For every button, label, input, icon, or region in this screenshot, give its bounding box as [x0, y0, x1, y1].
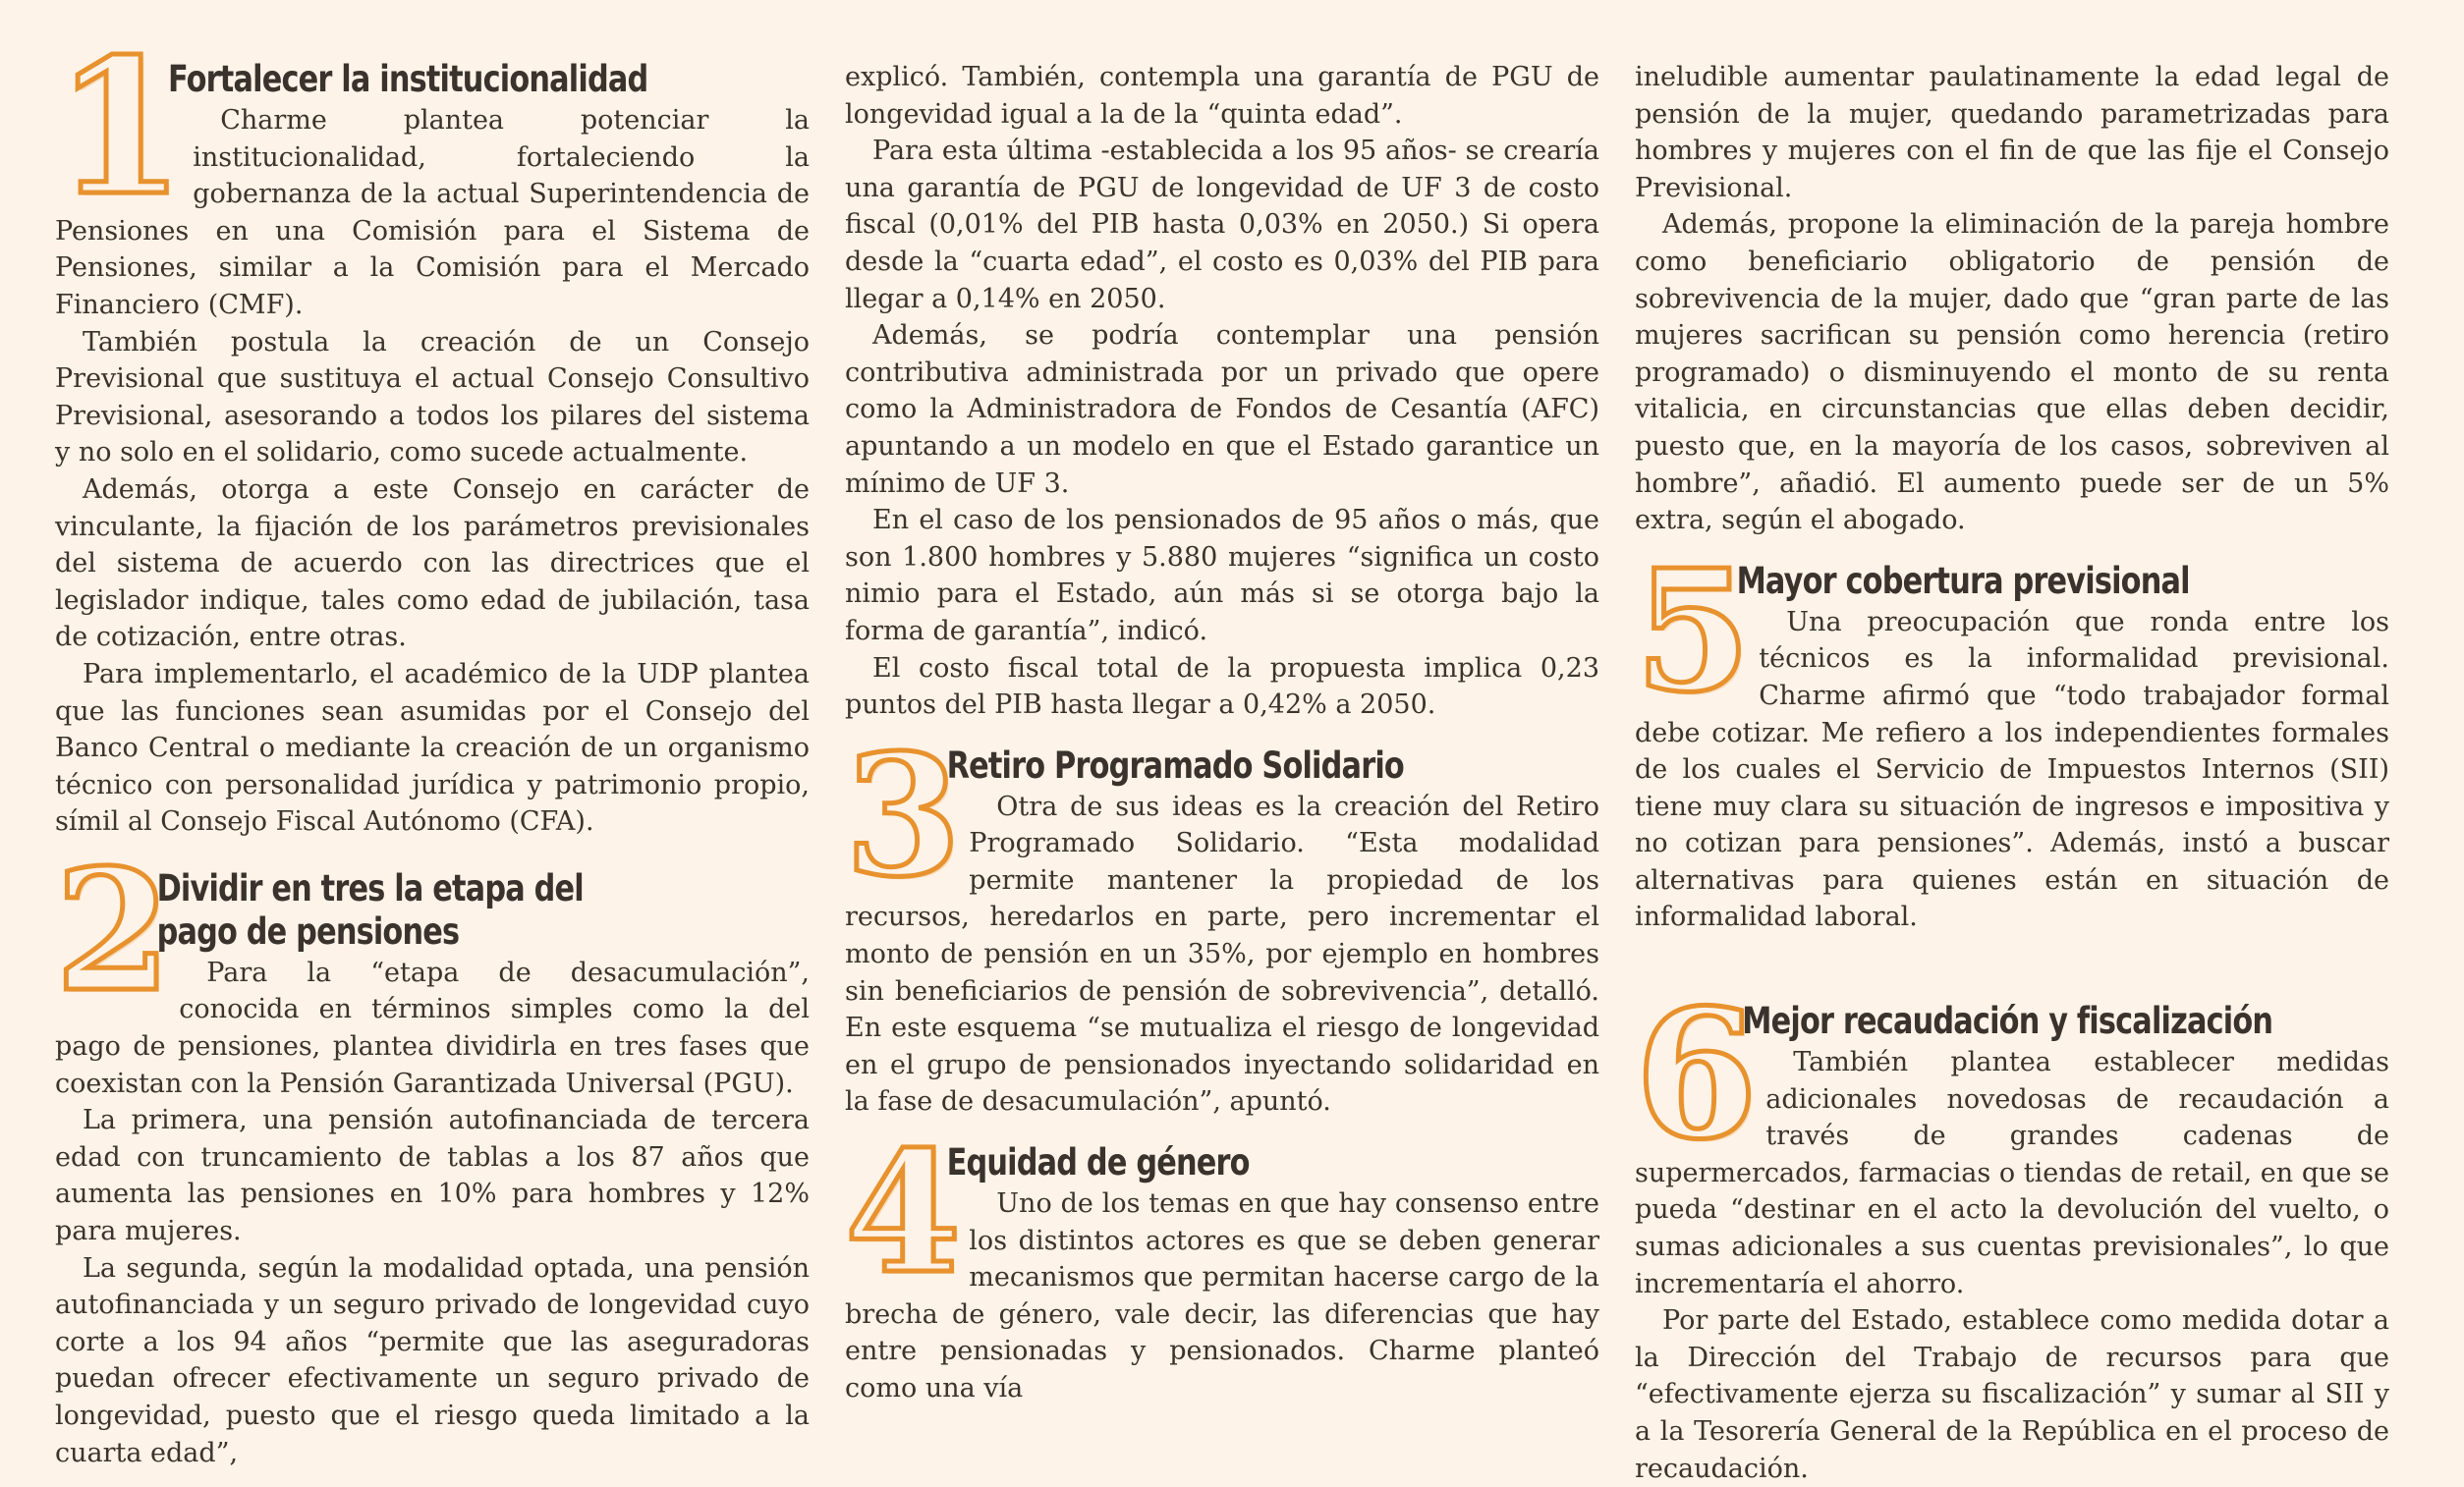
section-number-5: 5	[1635, 532, 1752, 730]
section-2	[55, 832, 810, 1471]
section-title-2-line-1: Dividir en tres la etapa del	[156, 866, 584, 909]
section-title-3: Retiro Programado Solidario	[946, 744, 1404, 787]
paragraph: Para implementarlo, el académico de la UDP plantea que las funciones sean asumidas por el Consejo del Banco Central o mediante la creación de un organismo técnico con personalidad jurídica y patrimonio propio, símil al Consejo Fiscal Autónomo (CFA).	[55, 658, 810, 838]
column-1	[55, 18, 810, 1471]
paragraph: La segunda, según la modalidad optada, una pensión autofinanciada y un seguro privado de longevidad cuyo corte a los 94 años “permite que las aseguradoras puedan ofrecer efectivamente un seguro privado de longevidad, puesto que el riesgo queda limitado a la cuarta edad”,	[55, 1252, 810, 1468]
paragraph: Además, otorga a este Consejo en carácter de vinculante, la fijación de los parámetros previsionales del sistema de acuerdo con las directrices que el legislador indique, tales como edad de jubilación, tasa de cotización, entre otras.	[55, 473, 810, 653]
paragraph: El costo fiscal total de la propuesta implica 0,23 puntos del PIB hasta llegar a 0,42% a 2050.	[845, 652, 1599, 721]
paragraph: Uno de los temas en que hay consenso entre los distintos actores es que se deben generar mecanismos que permitan hacerse cargo de la brecha de género, vale decir, las diferencias que hay entre pensionadas y pensionados. Charme planteó como una vía	[845, 1188, 1599, 1404]
section-number-4: 4	[845, 1115, 962, 1312]
section-title-2-line-2: pago de pensiones	[156, 909, 460, 953]
section-number-1: 1	[55, 18, 186, 237]
paragraph: En el caso de los pensionados de 95 años o más, que son 1.800 hombres y 5.880 mujeres “significa un costo nimio para el Estado, aún más si se otorga bajo la forma de garantía”, indicó.	[845, 505, 1599, 646]
paragraph: Para la “etapa de desacumulación”, conocida en términos simples como la del pago de pensiones, plantea dividirla en tres fases que coexistan con la Pensión Garantizada Universal (PGU).	[55, 957, 810, 1099]
paragraph: Otra de sus ideas es la creación del Retiro Programado Solidario. “Esta modalidad permite mantener la propiedad de los recursos, heredarlos en parte, pero incrementar el monto de pensión en un 35%, por ejemplo en hombres sin beneficiarios de pensión de sobrevivencia”, detalló. En este esquema “se mutualiza el riesgo de longevidad en el grupo de pensionados inyectando solidaridad en la fase de desacumulación”, apuntó.	[845, 791, 1599, 1118]
section-6	[1635, 971, 2389, 1487]
section-1	[55, 18, 810, 841]
paragraph: Charme plantea potenciar la institucionalidad, fortaleciendo la gobernanza de la actual Superintendencia de Pensiones en una Comisión para el Sistema de Pensiones, similar a la Comisión para el Mercado Financiero (CMF).	[55, 105, 810, 320]
section-number-2: 2	[55, 832, 172, 1029]
paragraph: explicó. También, contempla una garantía de PGU de longevidad igual a la de la “quinta edad”.	[845, 62, 1599, 130]
section-4	[845, 1115, 1599, 1407]
column-3	[1635, 59, 2389, 1487]
section-5	[1635, 532, 2389, 936]
paragraph: Por parte del Estado, establece como medida dotar a la Dirección del Trabajo de recursos para que “efectivamente ejerza su fiscalización” y sumar al SII y a la Tesorería General de la República en el proceso de recaudación.	[1635, 1305, 2389, 1484]
paragraph: Además, se podría contemplar una pensión contributiva administrada por un privado que opere como la Administradora de Fondos de Cesantía (AFC) apuntando a un modelo en que el Estado garantice un mínimo de UF 3.	[845, 320, 1599, 499]
section-title-5: Mayor cobertura previsional	[1736, 559, 2190, 602]
paragraph: ineludible aumentar paulatinamente la edad legal de pensión de la mujer, quedando parametrizadas para hombres y mujeres con el fin de que las fije el Consejo Previsional.	[1635, 62, 2389, 203]
paragraph: Para esta última -establecida a los 95 años- se crearía una garantía de PGU de longevidad de UF 3 de costo fiscal (0,01% del PIB hasta 0,03% en 2050.) Si opera desde la “cuarta edad”, el costo es 0,03% del PIB para llegar a 0,14% en 2050.	[845, 136, 1599, 314]
section-number-3: 3	[845, 717, 962, 914]
paragraph: Una preocupación que ronda entre los técnicos es la informalidad previsional. Charme afirmó que “todo trabajador formal debe cotizar. Me refiero a los independientes formales de los cuales el Servicio de Impuestos Internos (SII) tiene muy clara su situación de ingresos e impositiva y no cotizan para pensiones”. Además, instó a buscar alternativas para quienes están en situación de informalidad laboral.	[1635, 606, 2389, 933]
paragraph: Además, propone la eliminación de la pareja hombre como beneficiario obligatorio de pensión de sobrevivencia de la mujer, dado que “gran parte de las mujeres sacrifican su pensión como herencia (retiro programado) o disminuyendo el monto de su renta vitalicia, en circunstancias que ellas deben decidir, puesto que, en la mayoría de los casos, sobreviven al hombre”, añadió. El aumento puede ser de un 5% extra, según el abogado.	[1635, 209, 2389, 536]
section-title-6: Mejor recaudación y fiscalización	[1742, 1000, 2273, 1043]
paragraph: También postula la creación de un Consejo Previsional que sustituya el actual Consejo Consultivo Previsional, asesorando a todos los pilares del sistema y no solo en el solidario, como sucede actualmente.	[55, 326, 810, 468]
section-3	[845, 717, 1599, 1121]
column-2	[845, 59, 1599, 1407]
section-title-4: Equidad de género	[946, 1141, 1250, 1184]
section-number-6: 6	[1635, 971, 1759, 1180]
paragraph: La primera, una pensión autofinanciada de tercera edad con truncamiento de tablas a los 87 años que aumenta las pensiones en 10% para hombres y 12% para mujeres.	[55, 1105, 810, 1247]
paragraph: También plantea establecer medidas adicionales novedosas de recaudación a través de grandes cadenas de supermercados, farmacias o tiendas de retail, en que se pueda “destinar en el acto la devolución del vuelto, o sumas adicionales a sus cuentas previsionales”, lo que incrementaría el ahorro.	[1635, 1047, 2389, 1299]
section-title-1: Fortalecer la institucionalidad	[167, 58, 648, 100]
